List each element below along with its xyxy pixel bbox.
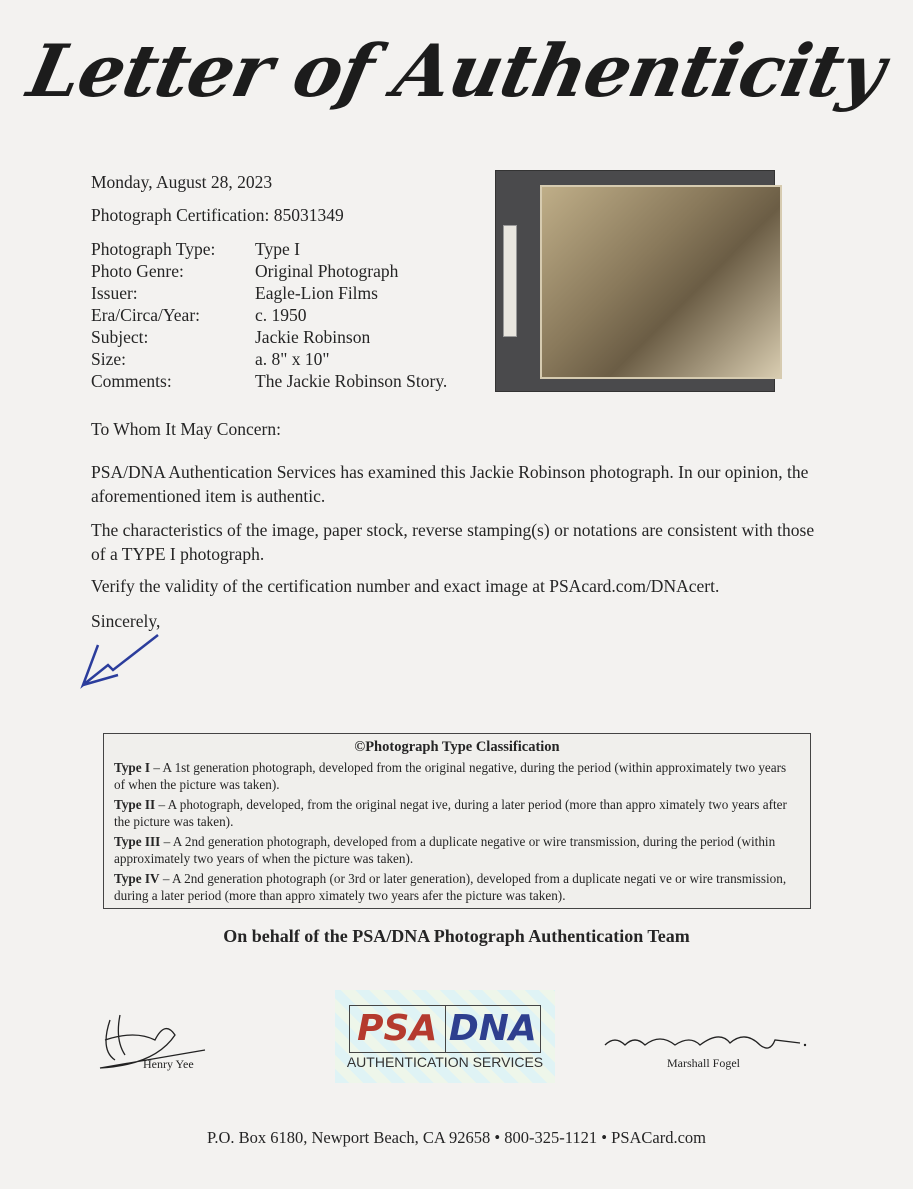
paragraph-characteristics: The characteristics of the image, paper stock, reverse stamping(s) or notations are consistent with those of a TYPE I photograph. xyxy=(91,520,815,564)
type-text: – A 2nd generation photograph (or 3rd or later generation), developed from a duplicate negati ve or wire transmission, during a later period (more than appro ximately two years afer the picture was taken). xyxy=(114,871,787,903)
detail-label: Comments: xyxy=(91,371,172,391)
details-list xyxy=(91,238,447,392)
detail-row xyxy=(91,348,447,370)
detail-row xyxy=(91,326,447,348)
certification-label: Photograph Certification: xyxy=(91,205,270,225)
type-definition xyxy=(114,870,800,904)
detail-row xyxy=(91,370,447,392)
signer-name: Marshall Fogel xyxy=(667,1056,740,1070)
detail-value: a. 8" x 10" xyxy=(255,349,330,369)
detail-value: Eagle-Lion Films xyxy=(255,283,378,303)
slab-label xyxy=(503,225,517,337)
signer-name: Henry Yee xyxy=(143,1057,194,1071)
detail-label: Issuer: xyxy=(91,283,138,303)
detail-label: Size: xyxy=(91,349,126,369)
certification-number: 85031349 xyxy=(273,205,344,225)
type-definition xyxy=(114,759,800,793)
logo-box xyxy=(349,1005,541,1053)
behalf-heading: On behalf of the PSA/DNA Photograph Authentication Team xyxy=(223,926,690,946)
detail-value: Original Photograph xyxy=(255,261,399,281)
type-text: – A 1st generation photograph, developed from the original negative, during the period (within approximately two years of when the picture was taken). xyxy=(114,760,787,792)
type-name: Type I xyxy=(114,760,151,775)
classification-heading: ©Photograph Type Classification xyxy=(354,739,560,755)
letter-date: Monday, August 28, 2023 xyxy=(91,172,273,192)
signature-marshall-fogel-icon xyxy=(600,1025,810,1055)
certification-line xyxy=(91,204,344,226)
type-name: Type III xyxy=(114,834,161,849)
detail-label: Subject: xyxy=(91,327,149,347)
type-name: Type IV xyxy=(114,871,160,886)
logo-psa: PSA xyxy=(350,1006,446,1052)
detail-value: Type I xyxy=(255,239,300,259)
detail-label: Photograph Type: xyxy=(91,239,216,259)
type-text: – A 2nd generation photograph, developed from a duplicate negative or wire transmission, during the period (within approximately two years of when the picture was taken). xyxy=(114,834,776,866)
signature-icon xyxy=(78,625,168,690)
type-text: – A photograph, developed, from the original negat ive, during a later period (more than appro ximately two years after the picture was taken). xyxy=(114,797,787,829)
salutation: To Whom It May Concern: xyxy=(91,419,281,439)
psa-dna-hologram-logo xyxy=(335,990,555,1083)
detail-row xyxy=(91,282,447,304)
detail-value: Jackie Robinson xyxy=(255,327,371,347)
logo-dna: DNA xyxy=(448,1008,537,1049)
paragraph-examined: PSA/DNA Authentication Services has examined this Jackie Robinson photograph. In our opinion, the aforementioned item is authentic. xyxy=(91,462,809,506)
paragraph-verify: Verify the validity of the certification number and exact image at PSAcard.com/DNAcert. xyxy=(91,576,720,596)
detail-row xyxy=(91,238,447,260)
detail-row xyxy=(91,304,447,326)
detail-value: The Jackie Robinson Story. xyxy=(255,371,448,391)
type-name: Type II xyxy=(114,797,156,812)
detail-label: Photo Genre: xyxy=(91,261,184,281)
type-definition xyxy=(114,833,800,867)
type-definition xyxy=(114,796,800,830)
detail-value: c. 1950 xyxy=(255,305,307,325)
detail-row xyxy=(91,260,447,282)
detail-label: Era/Circa/Year: xyxy=(91,305,201,325)
logo-subtitle: AUTHENTICATION SERVICES xyxy=(346,1054,544,1070)
letter-title: Letter of Authenticity xyxy=(21,28,892,113)
footer-address: P.O. Box 6180, Newport Beach, CA 92658 • 800-325-1121 • PSACard.com xyxy=(206,1128,707,1147)
closing: Sincerely, xyxy=(91,611,161,631)
photograph-image xyxy=(540,185,782,379)
classification-box xyxy=(103,733,811,909)
